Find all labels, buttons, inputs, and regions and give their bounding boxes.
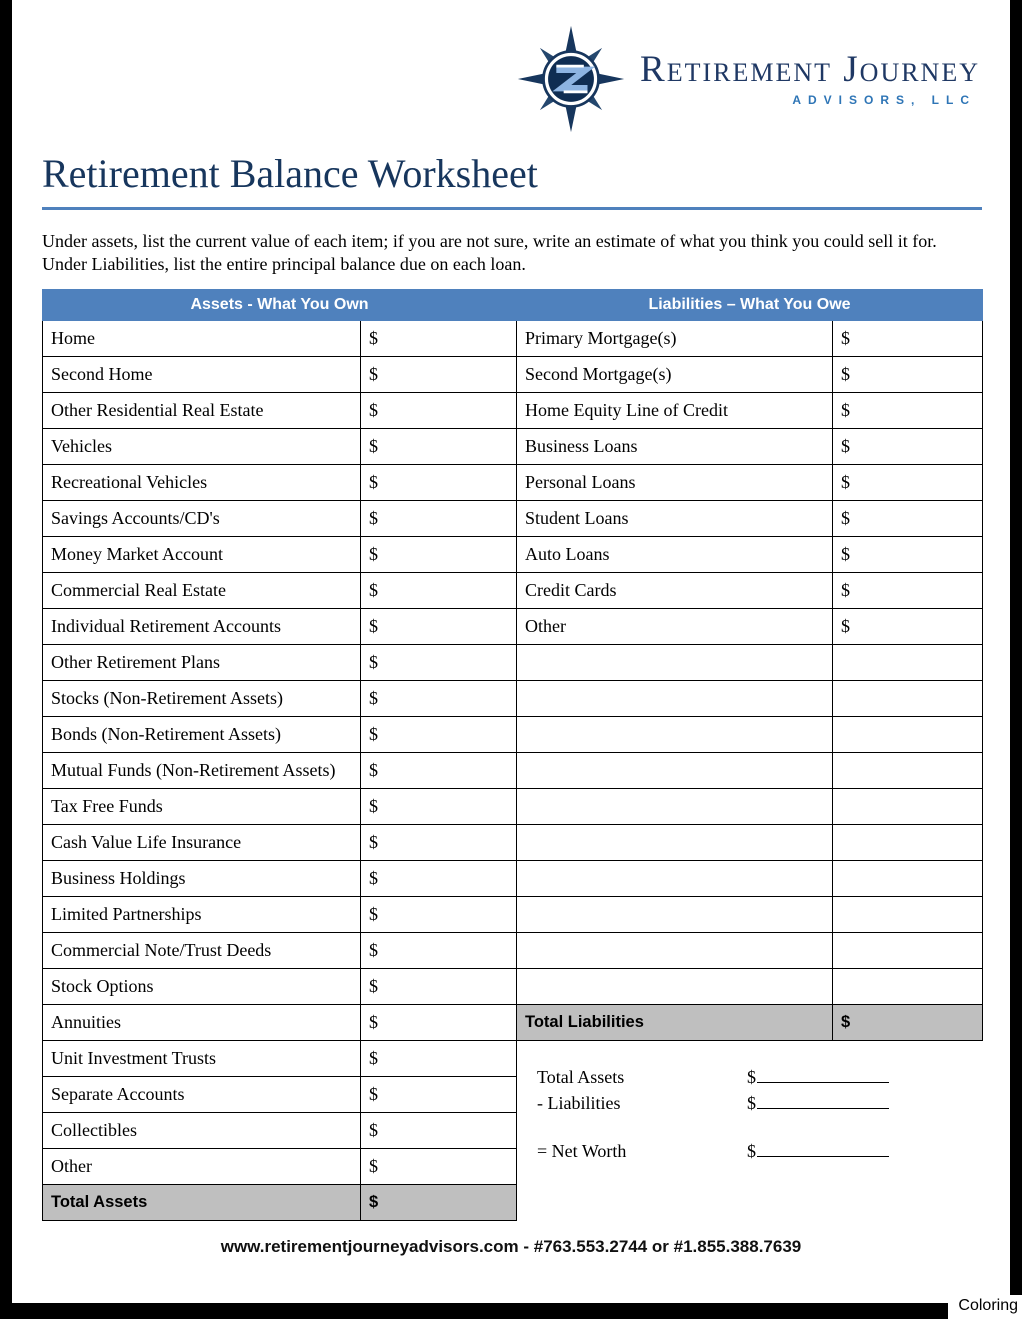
asset-value-cell[interactable]: $ <box>361 1148 517 1184</box>
networth-summary <box>517 1040 983 1220</box>
brand-header <box>12 24 980 134</box>
liability-value-cell[interactable]: $ <box>833 500 983 536</box>
total-assets-label: Total Assets <box>43 1184 361 1220</box>
asset-value-cell[interactable]: $ <box>361 356 517 392</box>
worksheet-row <box>43 860 983 896</box>
worksheet-row <box>43 680 983 716</box>
worksheet-row <box>43 716 983 752</box>
asset-label: Recreational Vehicles <box>43 464 361 500</box>
liability-empty-value-cell[interactable] <box>833 860 983 896</box>
title-underline-rule <box>42 207 982 210</box>
liability-label: Second Mortgage(s) <box>517 356 833 392</box>
liability-label: Other <box>517 608 833 644</box>
asset-value-cell[interactable]: $ <box>361 896 517 932</box>
asset-value-cell[interactable]: $ <box>361 716 517 752</box>
worksheet-row <box>43 536 983 572</box>
networth-line-label: - Liabilities <box>537 1092 621 1113</box>
worksheet-page <box>12 0 1010 1303</box>
liability-empty-value-cell[interactable] <box>833 968 983 1004</box>
asset-label: Collectibles <box>43 1112 361 1148</box>
liability-label: Primary Mortgage(s) <box>517 320 833 356</box>
liability-empty-cell <box>517 680 833 716</box>
balance-worksheet-table <box>42 289 983 1221</box>
worksheet-row <box>43 608 983 644</box>
asset-label: Other Retirement Plans <box>43 644 361 680</box>
instructions-text: Under assets, list the current value of each item; if you are not sure, write an estimate of what you think you could sell it for. Under Liabilities, list the entire principal balance due on each loan. <box>42 231 937 275</box>
asset-value-cell[interactable]: $ <box>361 1076 517 1112</box>
table-header-row <box>43 289 983 320</box>
total-assets-value-cell[interactable]: $ <box>361 1184 517 1220</box>
worksheet-row <box>43 392 983 428</box>
liability-value-cell[interactable]: $ <box>833 572 983 608</box>
liability-empty-value-cell[interactable] <box>833 824 983 860</box>
fill-in-line[interactable] <box>757 1142 889 1157</box>
networth-spacer <box>537 1119 983 1141</box>
liability-empty-value-cell[interactable] <box>833 752 983 788</box>
asset-value-cell[interactable]: $ <box>361 752 517 788</box>
liability-empty-value-cell[interactable] <box>833 788 983 824</box>
page-title: Retirement Balance Worksheet <box>42 151 538 196</box>
asset-label: Mutual Funds (Non-Retirement Assets) <box>43 752 361 788</box>
worksheet-row <box>43 824 983 860</box>
asset-value-cell[interactable]: $ <box>361 860 517 896</box>
liability-label: Auto Loans <box>517 536 833 572</box>
asset-value-cell[interactable]: $ <box>361 788 517 824</box>
fill-in-line[interactable] <box>757 1094 889 1109</box>
liability-empty-cell <box>517 644 833 680</box>
asset-label: Home <box>43 320 361 356</box>
worksheet-row <box>43 788 983 824</box>
liability-empty-value-cell[interactable] <box>833 644 983 680</box>
liability-empty-cell <box>517 860 833 896</box>
liability-value-cell[interactable]: $ <box>833 608 983 644</box>
asset-label: Unit Investment Trusts <box>43 1040 361 1076</box>
asset-value-cell[interactable]: $ <box>361 428 517 464</box>
worksheet-row <box>43 1004 983 1040</box>
worksheet-row <box>43 500 983 536</box>
liability-label: Home Equity Line of Credit <box>517 392 833 428</box>
liability-label: Personal Loans <box>517 464 833 500</box>
asset-value-cell[interactable]: $ <box>361 1112 517 1148</box>
liability-empty-cell <box>517 824 833 860</box>
liability-empty-value-cell[interactable] <box>833 896 983 932</box>
liability-empty-value-cell[interactable] <box>833 932 983 968</box>
worksheet-row <box>43 320 983 356</box>
worksheet-row <box>43 572 983 608</box>
currency-symbol: $ <box>747 1092 756 1113</box>
liability-label: Business Loans <box>517 428 833 464</box>
liabilities-column-header: Liabilities – What You Owe <box>517 289 983 320</box>
networth-row-total-assets <box>537 1067 983 1088</box>
liability-label: Credit Cards <box>517 572 833 608</box>
worksheet-row <box>43 896 983 932</box>
liability-value-cell[interactable]: $ <box>833 428 983 464</box>
currency-symbol: $ <box>747 1140 756 1161</box>
liability-value-cell[interactable]: $ <box>833 464 983 500</box>
asset-value-cell[interactable]: $ <box>361 572 517 608</box>
total-liabilities-value-cell[interactable]: $ <box>833 1004 983 1040</box>
asset-label: Separate Accounts <box>43 1076 361 1112</box>
asset-label: Limited Partnerships <box>43 896 361 932</box>
liability-empty-cell <box>517 932 833 968</box>
asset-value-cell[interactable]: $ <box>361 824 517 860</box>
asset-value-cell[interactable]: $ <box>361 392 517 428</box>
worksheet-row <box>43 752 983 788</box>
liability-empty-cell <box>517 788 833 824</box>
compass-logo-icon <box>516 24 626 134</box>
currency-symbol: $ <box>747 1066 756 1087</box>
liability-empty-cell <box>517 716 833 752</box>
networth-line-label: = Net Worth <box>537 1140 627 1161</box>
liability-value-cell[interactable]: $ <box>833 356 983 392</box>
brand-name: Retirement Journey <box>640 48 980 90</box>
networth-row-net-worth <box>537 1141 983 1162</box>
asset-label: Commercial Real Estate <box>43 572 361 608</box>
asset-label: Tax Free Funds <box>43 788 361 824</box>
asset-label: Bonds (Non-Retirement Assets) <box>43 716 361 752</box>
asset-value-cell[interactable]: $ <box>361 680 517 716</box>
brand-text-block <box>640 48 980 108</box>
worksheet-row <box>43 428 983 464</box>
asset-value-cell[interactable]: $ <box>361 968 517 1004</box>
liability-empty-cell <box>517 752 833 788</box>
asset-value-cell[interactable]: $ <box>361 536 517 572</box>
fill-in-line[interactable] <box>757 1068 889 1083</box>
asset-value-cell[interactable]: $ <box>361 608 517 644</box>
contact-footer: www.retirementjourneyadvisors.com - #763.553.2744 or #1.855.388.7639 <box>220 1236 802 1256</box>
liability-empty-cell <box>517 968 833 1004</box>
asset-value-cell[interactable]: $ <box>361 464 517 500</box>
asset-value-cell[interactable]: $ <box>361 1040 517 1076</box>
liability-value-cell[interactable]: $ <box>833 320 983 356</box>
total-liabilities-label: Total Liabilities <box>517 1004 833 1040</box>
asset-label: Cash Value Life Insurance <box>43 824 361 860</box>
asset-label: Savings Accounts/CD's <box>43 500 361 536</box>
asset-label: Stock Options <box>43 968 361 1004</box>
liability-empty-value-cell[interactable] <box>833 680 983 716</box>
worksheet-row <box>43 968 983 1004</box>
asset-label: Money Market Account <box>43 536 361 572</box>
liability-label: Student Loans <box>517 500 833 536</box>
asset-label: Other Residential Real Estate <box>43 392 361 428</box>
asset-label: Annuities <box>43 1004 361 1040</box>
asset-label: Other <box>43 1148 361 1184</box>
asset-value-cell[interactable]: $ <box>361 644 517 680</box>
watermark-label: Coloring <box>948 1295 1022 1319</box>
assets-column-header: Assets - What You Own <box>43 289 517 320</box>
worksheet-row <box>43 644 983 680</box>
liability-empty-cell <box>517 896 833 932</box>
networth-line-label: Total Assets <box>537 1066 625 1087</box>
asset-value-cell[interactable]: $ <box>361 1004 517 1040</box>
asset-label: Vehicles <box>43 428 361 464</box>
brand-subtitle: ADVISORS, LLC <box>792 93 976 108</box>
worksheet-row <box>43 356 983 392</box>
asset-value-cell[interactable]: $ <box>361 932 517 968</box>
networth-row-minus-liabilities <box>537 1093 983 1114</box>
asset-label: Business Holdings <box>43 860 361 896</box>
worksheet-row <box>43 464 983 500</box>
asset-value-cell[interactable]: $ <box>361 320 517 356</box>
asset-label: Individual Retirement Accounts <box>43 608 361 644</box>
asset-value-cell[interactable]: $ <box>361 500 517 536</box>
liability-value-cell[interactable]: $ <box>833 392 983 428</box>
liability-empty-value-cell[interactable] <box>833 716 983 752</box>
liability-value-cell[interactable]: $ <box>833 536 983 572</box>
worksheet-row <box>43 932 983 968</box>
asset-label: Commercial Note/Trust Deeds <box>43 932 361 968</box>
worksheet-row <box>43 1040 983 1076</box>
asset-label: Stocks (Non-Retirement Assets) <box>43 680 361 716</box>
asset-label: Second Home <box>43 356 361 392</box>
